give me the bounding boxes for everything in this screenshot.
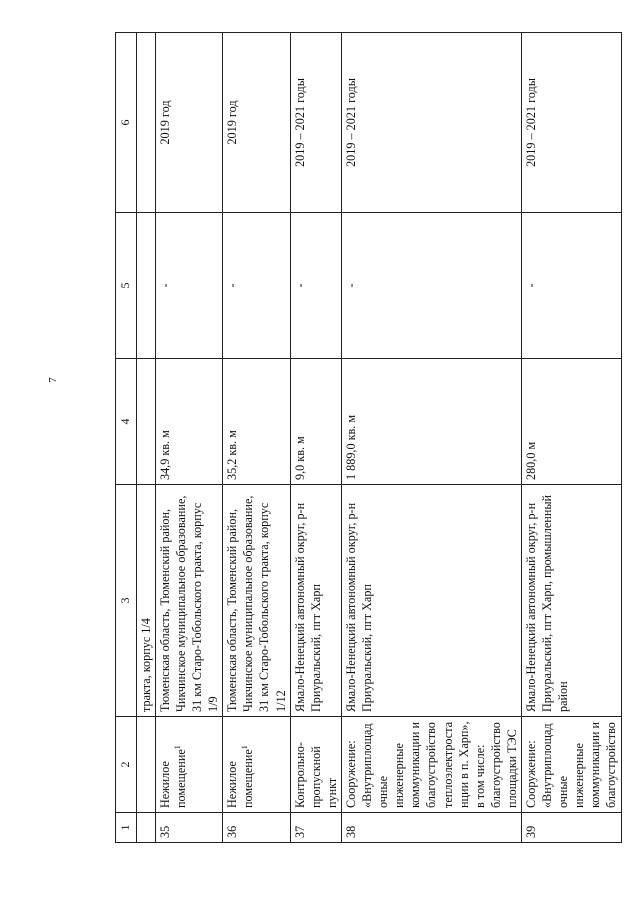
period: 2019 – 2021 годы: [341, 33, 521, 213]
object-address: Ямало-Ненецкий автономный округ, р-н Приуральский, пгт Харп, промышленный район: [521, 485, 621, 717]
header-cell: 4: [116, 359, 137, 485]
rotated-table-container: [115, 33, 637, 843]
object-area: 35,2 кв. м: [223, 359, 290, 485]
object-area: 280,0 м: [521, 359, 621, 485]
object-area: 1 889,0 кв. м: [341, 359, 521, 485]
document-page: [115, 33, 637, 843]
object-address: Тюменская область, Тюменский район, Чикчинское муниципальное образование, 31 км Старо-Тобольского тракта, корпус 1/9: [155, 485, 222, 717]
page-number: 7: [46, 377, 59, 383]
table-row: [290, 33, 341, 843]
object-address: Тюменская область, Тюменский район, Чикчинское муниципальное образование, 31 км Старо-Тобольского тракта, корпус 1/12: [223, 485, 290, 717]
object-name: Нежилое помещение$^1$: [155, 717, 222, 813]
table-row: [341, 33, 521, 843]
col5-value: [136, 213, 155, 359]
object-name: Нежилое помещение$^1$: [223, 717, 290, 813]
header-row: [116, 33, 137, 843]
period: 2019 – 2021 годы: [521, 33, 621, 213]
table-row: [223, 33, 290, 843]
object-address: Ямало-Ненецкий автономный округ, р-н Приуральский, пгт Харп: [341, 485, 521, 717]
property-table: [115, 32, 622, 843]
table-row: [136, 33, 155, 843]
object-address: Ямало-Ненецкий автономный округ, р-н Приуральский, пгт Харп: [290, 485, 341, 717]
object-area: 34,9 кв. м: [155, 359, 222, 485]
object-area: 9,0 кв. м: [290, 359, 341, 485]
col5-value: -: [290, 213, 341, 359]
period: [136, 33, 155, 213]
row-number: 36: [223, 813, 290, 843]
object-name: Сооружение: «Внутриплощадочные инженерные коммуникации и благоустройство теплоэлектростанции в п. Харп», в том числе: благоустройство площадки ТЭС: [341, 717, 521, 813]
period: 2019 – 2021 годы: [290, 33, 341, 213]
header-cell: 1: [116, 813, 137, 843]
period: 2019 год: [223, 33, 290, 213]
header-cell: 5: [116, 213, 137, 359]
row-number: 37: [290, 813, 341, 843]
object-name: Сооружение: «Внутриплощадочные инженерные коммуникации и благоустройство: [521, 717, 621, 813]
table-row: [155, 33, 222, 843]
row-number: 38: [341, 813, 521, 843]
object-area: [136, 359, 155, 485]
row-number: 39: [521, 813, 621, 843]
col5-value: -: [341, 213, 521, 359]
header-cell: 3: [116, 485, 137, 717]
row-number: 35: [155, 813, 222, 843]
row-number: [136, 813, 155, 843]
footnote-mark: 1: [240, 745, 250, 750]
footnote-mark: 1: [173, 745, 183, 750]
period: 2019 год: [155, 33, 222, 213]
header-cell: 6: [116, 33, 137, 213]
object-address: тракта, корпус 1/4: [136, 485, 155, 717]
col5-value: -: [155, 213, 222, 359]
header-cell: 2: [116, 717, 137, 813]
col5-value: -: [223, 213, 290, 359]
col5-value: -: [521, 213, 621, 359]
table-row: [521, 33, 621, 843]
object-name: [136, 717, 155, 813]
object-name: Контрольно-пропускной пункт: [290, 717, 341, 813]
